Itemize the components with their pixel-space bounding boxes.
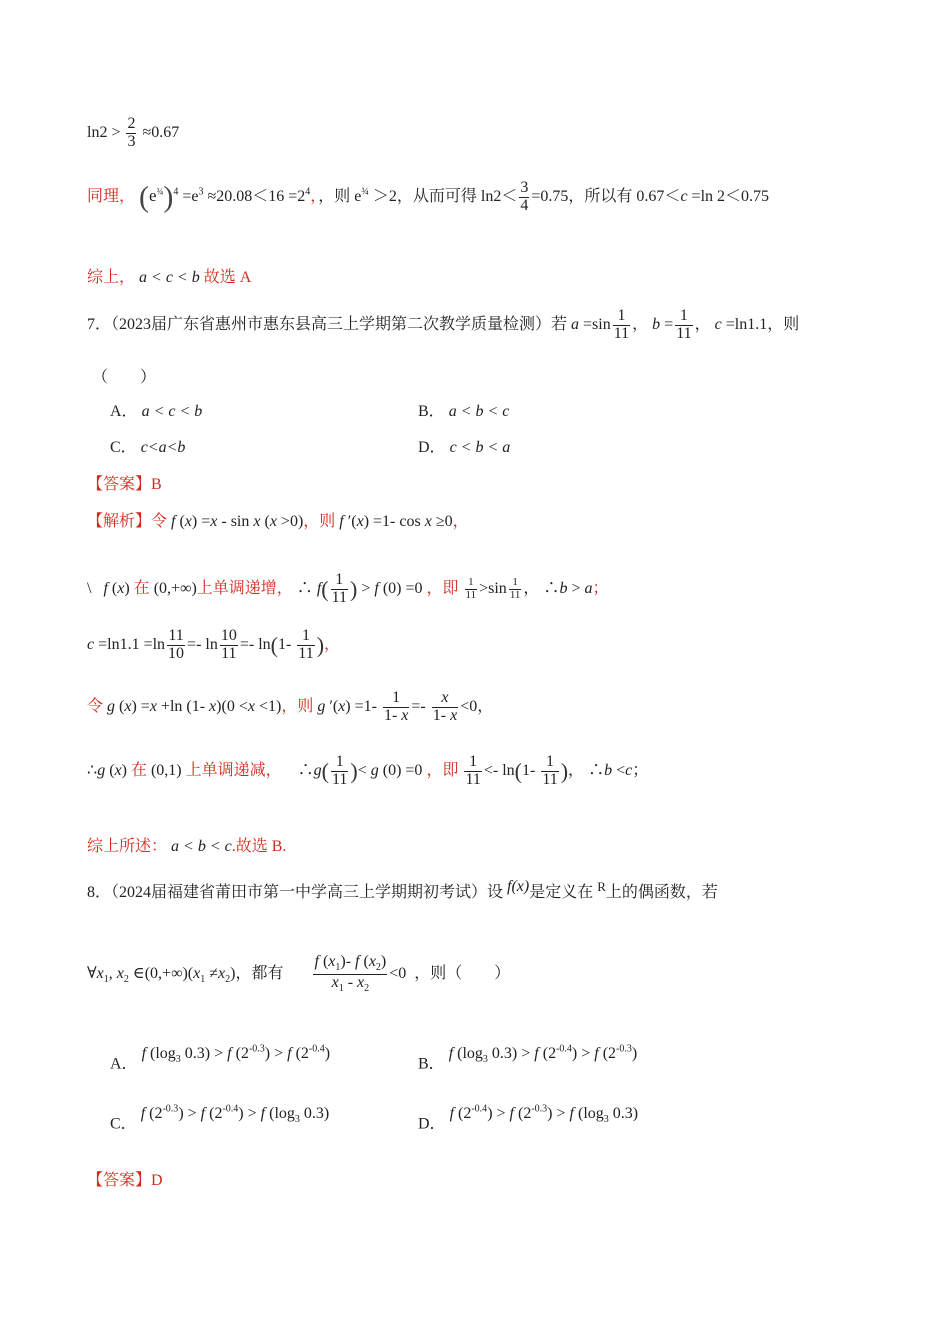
q7-analysis-3: c =ln1.1 =ln $\frac{11}{10}$ =- ln $\frac{10}{11}$ =- ln(1- $\frac{1}{11}$ )， (87, 627, 341, 662)
q7-option-c[interactable]: C． c<a<b (110, 439, 186, 456)
q7-option-a[interactable]: A． a < c < b (110, 403, 203, 420)
q8-answer: 【答案】D (87, 1172, 163, 1189)
question-8-condition: $\forall x_1$, $x_2$ $\in(0,+\infty)(x_1 \ne x_2)$，都有 $\frac{f (x_1)- f (x_2)}{x_1 - x_2}$ <0 ，则（ ） (87, 953, 511, 994)
q8-option-a[interactable]: A． f ($\log_3$ 0.3) > f $(2^{-0.3}) > f$ $(2^{-0.4})$ (110, 1044, 331, 1073)
question-7-paren: （ ） (92, 369, 157, 386)
q8-option-d[interactable]: D． f $(2^{-0.4}) > f$ $(2^{-0.3}) > f$ ($\log_3$ 0.3) (418, 1104, 639, 1133)
q8-option-b[interactable]: B． f ($\log_3$ 0.3) > f $(2^{-0.4}) > f$ $(2^{-0.3})$ (418, 1044, 638, 1073)
q7-option-d[interactable]: D． c < b < a (418, 439, 511, 456)
q7-analysis-2: \ f (x) 在 (0,+∞)上单调递增， ∴ f( $\frac{1}{11}$ ) > f (0) =0 ，即 $\frac{1}{11}$ >sin $\frac{1}{11}$ ， ∴b > a； (87, 571, 609, 606)
q7-analysis-1: 【解析】令 f (x) =x - sin x (x >0)，则 f ′(x) =1- cos x ≥0， (87, 513, 469, 530)
step-ln2-lower-bound: ln2 > $\frac{2}{3}$ ≈0.67 (87, 115, 180, 150)
q8-option-c[interactable]: C． f $(2^{-0.3}) > f$ $(2^{-0.4}) > f$ ($\log_3$ 0.3) (110, 1104, 330, 1133)
step-similarly: 同理， $(e^{\frac{3}{4}})^4 =e^3 \approx 20.08<16 =2^4$，，则 $e^{\frac{3}{4}} >2$，从而可得 ln2＜ $\frac{3}{4}$ =0.75，所以有 0.67＜c =ln 2＜0.75 (87, 179, 770, 214)
q7-option-b[interactable]: B． a < b < c (418, 403, 510, 420)
q7-analysis-4: 令 g (x) =x +ln (1- x)(0 <x <1)，则 g ′(x) =1- $\frac{1}{1- x}$ =- $\frac{x}{1- x}$ <0， (87, 689, 494, 724)
step-conclusion-a: 综上， a < c < b 故选 A (87, 269, 252, 286)
q7-summary: 综上所述： a < b < c.故选 B. (87, 838, 287, 855)
question-8-stem: 8．（2024届福建省莆田市第一中学高三上学期期初考试）设 f(x)是定义在 $^R$上的偶函数，若 (87, 878, 718, 901)
q7-answer: 【答案】B (87, 476, 162, 493)
question-7-stem: 7．（2023届广东省惠州市惠东县高三上学期第二次教学质量检测）若 a =sin $\frac{1}{11}$ ， b = $\frac{1}{11}$ ， c =ln1.1，则 (87, 307, 800, 342)
q7-analysis-5: ∴g (x) 在 (0,1) 上单调递减， ∴g( $\frac{1}{11}$ )< g (0) =0 ，即 $\frac{1}{11}$ <- ln(1- $\frac{1}{11}$ )， ∴b <c； (87, 753, 649, 788)
